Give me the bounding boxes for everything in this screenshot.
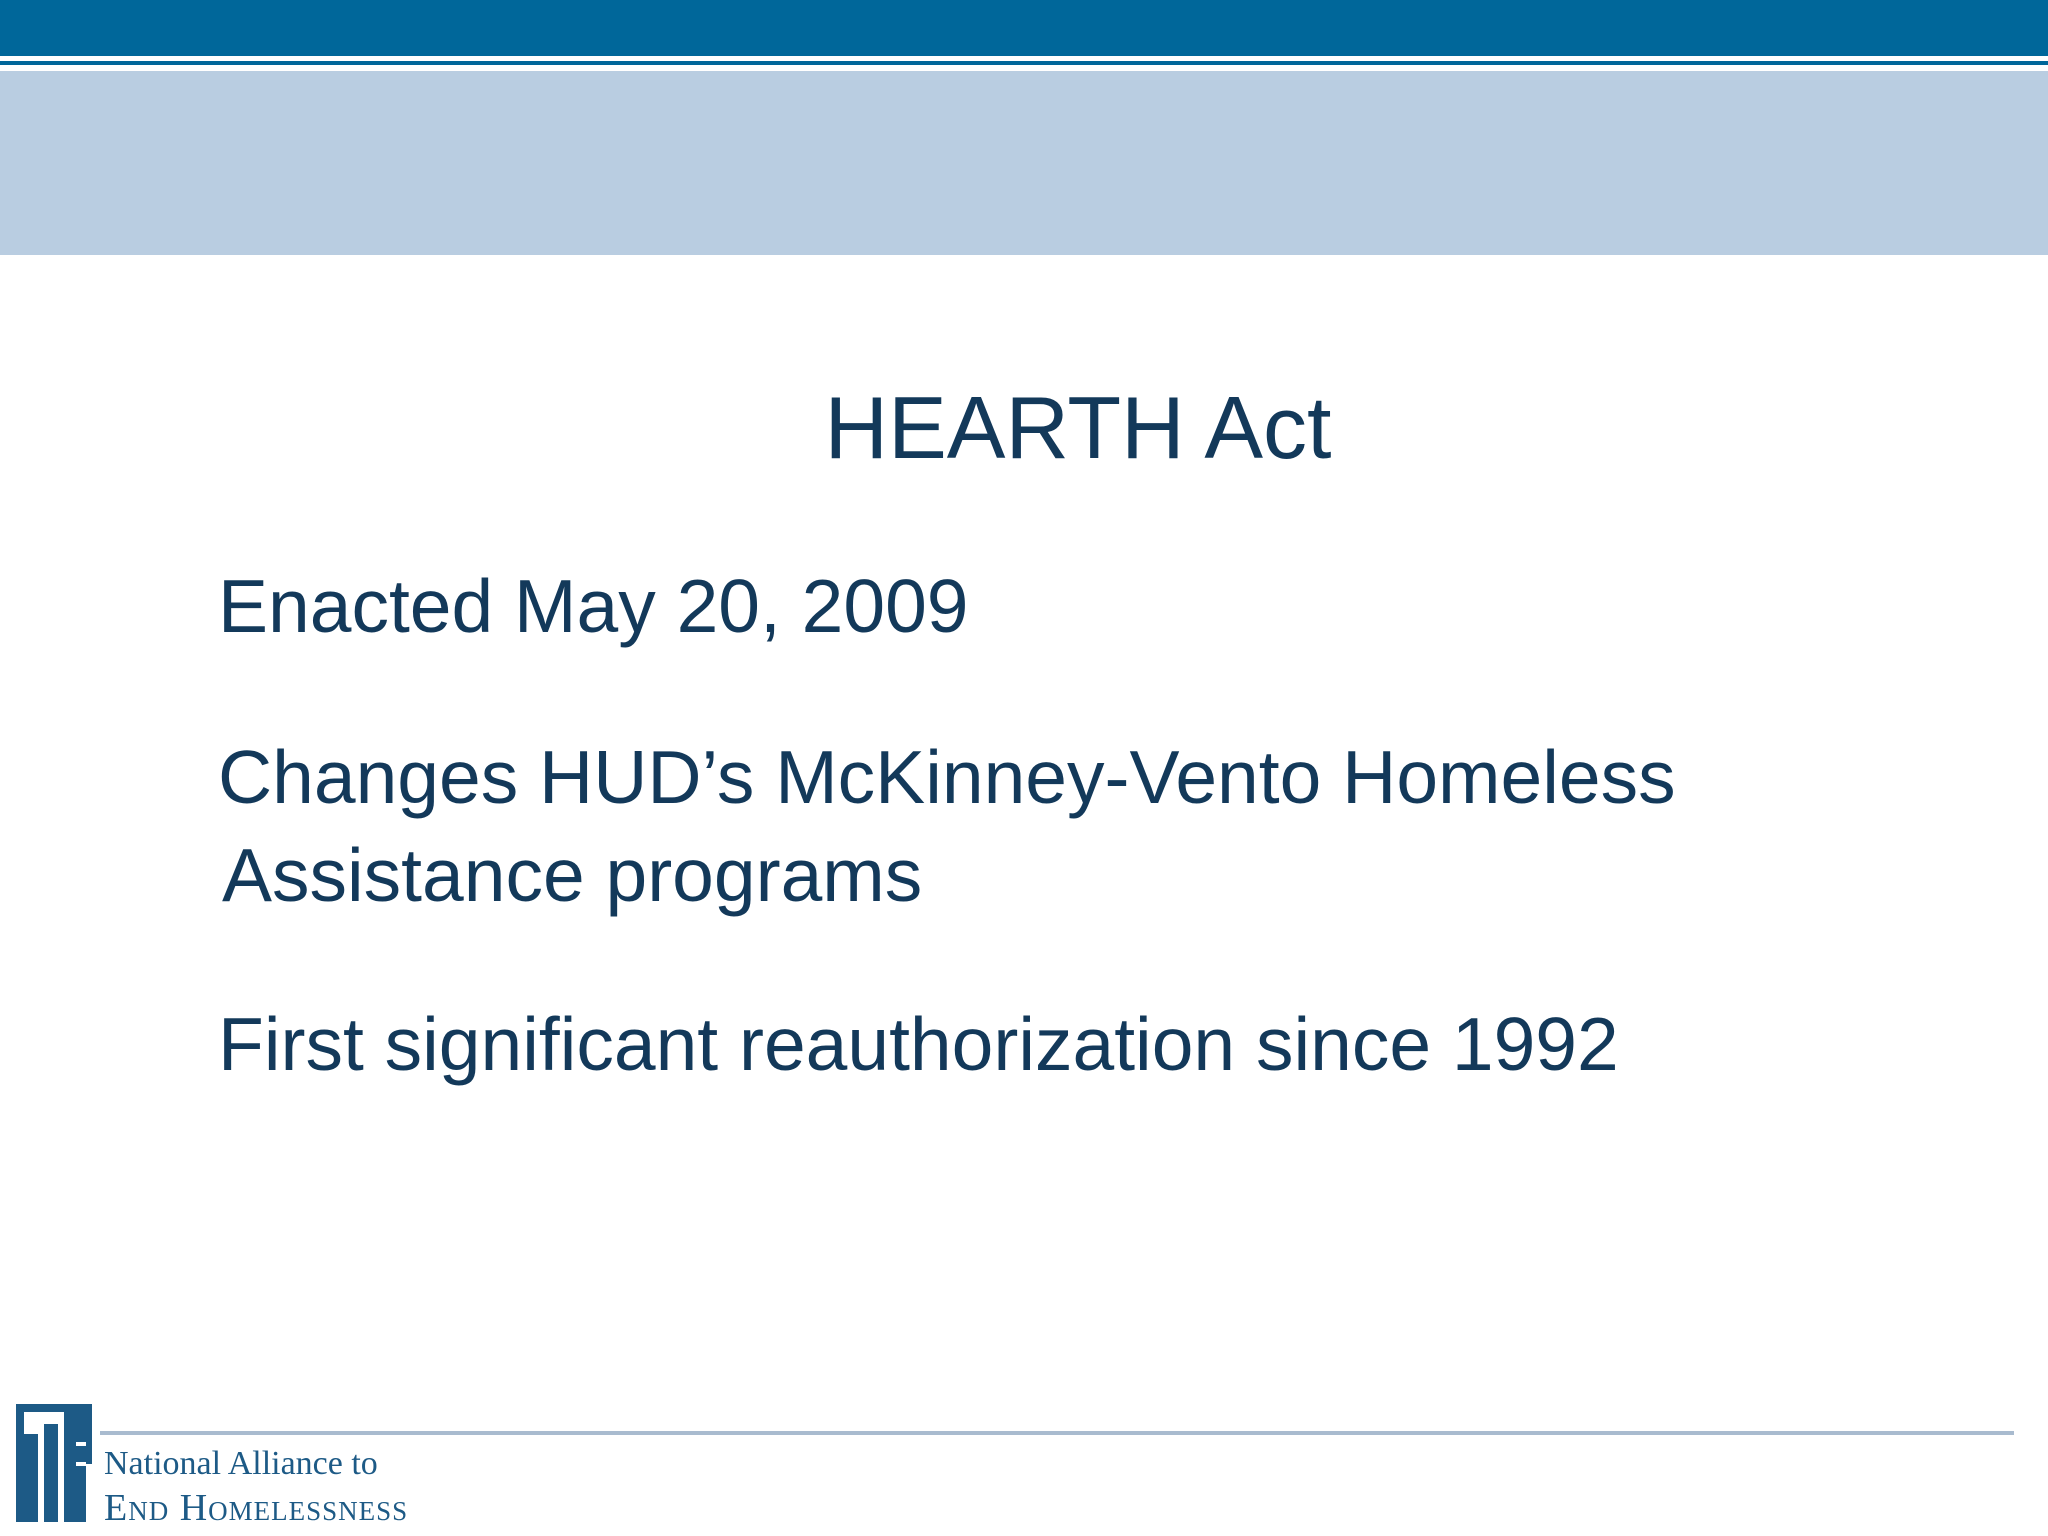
header-stripe <box>0 61 2048 65</box>
footer-divider <box>100 1431 2014 1435</box>
header-band-light <box>0 71 2048 255</box>
org-name-line1: National Alliance to <box>104 1445 378 1482</box>
bullet-changes-line1: Changes HUD’s McKinney-Vento Homeless <box>218 735 1676 819</box>
building-logo-icon <box>16 1404 96 1522</box>
bullet-changes-line2: Assistance programs <box>222 833 923 917</box>
bullet-changes <box>218 728 1676 924</box>
slide-title: HEARTH Act <box>824 378 1332 477</box>
header-band-dark <box>0 0 2048 56</box>
org-name-line2: End Homelessness <box>104 1487 409 1529</box>
bullet-reauthorization: First significant reauthorization since 1992 <box>218 1002 1619 1086</box>
bullet-enacted: Enacted May 20, 2009 <box>218 564 969 648</box>
